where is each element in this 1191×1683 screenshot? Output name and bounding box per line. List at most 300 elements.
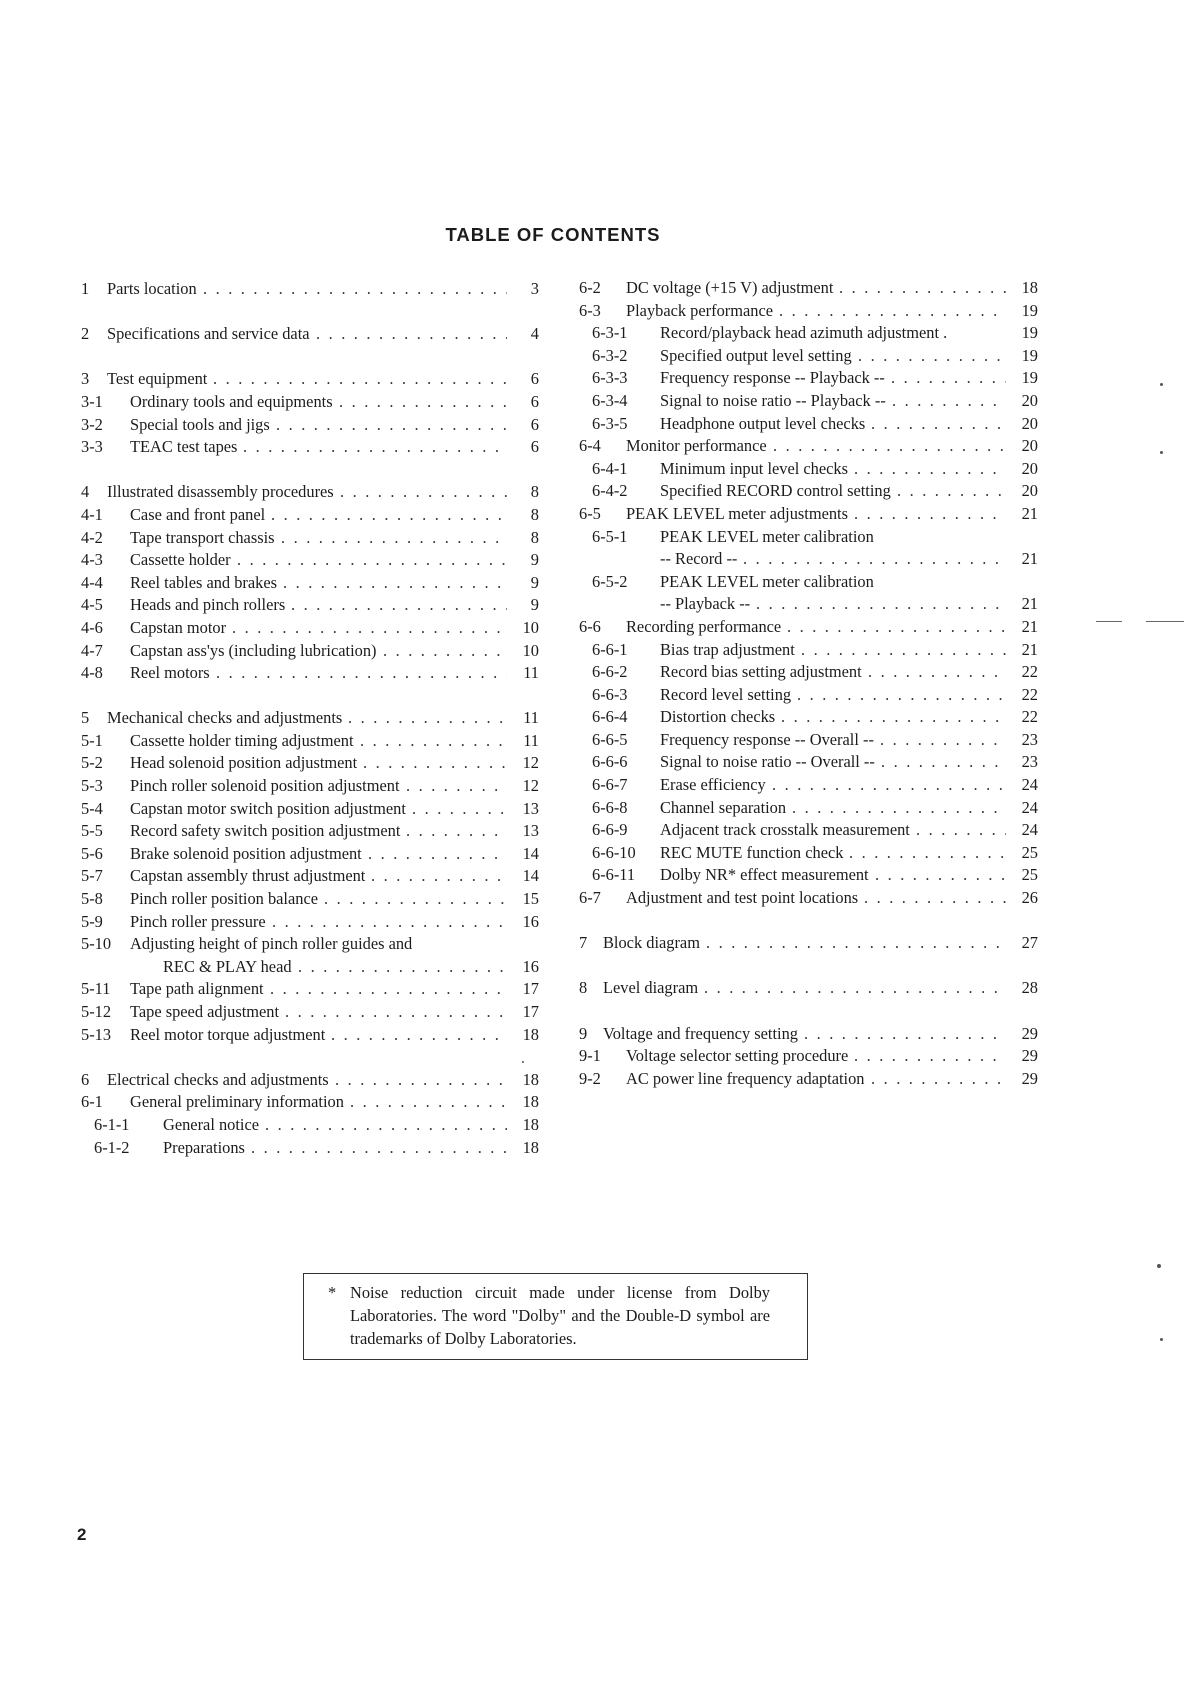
toc-entry-title: Distortion checks: [660, 707, 776, 727]
toc-entry: [81, 527, 539, 550]
toc-entry: [579, 729, 1038, 752]
toc-entry-page: 24: [1021, 775, 1038, 795]
toc-leader-dots: [772, 774, 1006, 797]
toc-entry-page: 3: [530, 279, 539, 298]
toc-leader-dots: [779, 300, 1006, 323]
toc-entry-page: 12: [522, 776, 539, 796]
toc-leader-dots: [270, 978, 507, 1001]
toc-entry: [579, 774, 1038, 797]
toc-leader-dots: [864, 887, 1006, 910]
toc-entry-title: Parts location: [107, 279, 197, 298]
toc-entry-title: -- Playback --: [660, 594, 751, 614]
toc-entry-number: 6-6: [579, 616, 601, 636]
toc-entry-page: 14: [522, 843, 539, 863]
toc-entry-number: 6-3-1: [592, 323, 628, 343]
toc-entry-number: 6-1-1: [94, 1114, 130, 1134]
toc-entry-number: 4-4: [81, 572, 103, 592]
toc-leader-dots: [213, 368, 507, 391]
toc-entry-title: Head solenoid position adjustment: [130, 753, 358, 773]
toc-entry: [579, 819, 1038, 842]
toc-entry-number: 4-7: [81, 640, 103, 660]
toc-leader-dots: [871, 1068, 1006, 1091]
toc-leader-dots: [849, 842, 1006, 865]
toc-leader-dots: [360, 730, 507, 753]
toc-entry: [579, 300, 1038, 323]
toc-entry: [81, 752, 539, 775]
toc-entry-page: 8: [530, 504, 539, 524]
toc-entry-page: 19: [1021, 323, 1038, 343]
toc-entry-title: Signal to noise ratio -- Overall --: [660, 752, 875, 772]
toc-entry-number: 6-6-5: [592, 729, 628, 749]
toc-entry: [579, 684, 1038, 707]
toc-leader-dots: [281, 527, 507, 550]
toc-entry-page: 29: [1021, 1046, 1038, 1066]
toc-leader-dots: [368, 843, 507, 866]
toc-entry: [579, 367, 1038, 390]
toc-entry-page: 17: [522, 979, 539, 999]
toc-entry: [81, 730, 539, 753]
toc-left-column: [81, 278, 539, 1159]
toc-entry-number: 5-11: [81, 979, 111, 999]
toc-entry-number: 3: [81, 369, 90, 389]
toc-entry-page: 18: [522, 1137, 539, 1157]
toc-entry: [579, 480, 1038, 503]
toc-entry-page: 11: [523, 663, 539, 683]
toc-entry-title: Headphone output level checks: [660, 413, 866, 433]
toc-entry-title: Heads and pinch rollers: [130, 595, 286, 615]
toc-entry-number: 4-1: [81, 504, 103, 524]
toc-entry-number: 6-6-11: [592, 865, 636, 885]
toc-entry-page: 29: [1021, 1023, 1038, 1043]
toc-entry-number: 3-1: [81, 391, 103, 411]
toc-entry-title: REC MUTE function check: [660, 842, 844, 862]
toc-entry: [579, 593, 1038, 616]
toc-entry: [81, 323, 539, 346]
toc-leader-dots: [704, 977, 1006, 1000]
toc-leader-dots: [871, 413, 1006, 436]
toc-entry-number: 6-3-2: [592, 345, 628, 365]
toc-entry: [81, 572, 539, 595]
toc-entry-title: Cassette holder timing adjustment: [130, 730, 354, 750]
toc-spacer: [579, 955, 1038, 978]
toc-entry-number: 9-2: [579, 1068, 601, 1088]
toc-entry-page: 27: [1021, 933, 1038, 953]
toc-entry: [579, 864, 1038, 887]
toc-entry: [81, 414, 539, 437]
toc-entry: [579, 413, 1038, 436]
toc-entry-page: 21: [1021, 549, 1038, 569]
toc-entry-number: 6-5-2: [592, 571, 628, 591]
toc-entry-title: Brake solenoid position adjustment: [130, 843, 362, 863]
toc-entry-title: Pinch roller position balance: [130, 889, 318, 909]
toc-entry: [81, 278, 539, 301]
toc-entry-title: Pinch roller solenoid position adjustment: [130, 776, 400, 796]
toc-spacer: [81, 459, 539, 482]
toc-entry-page: 18: [522, 1069, 539, 1089]
toc-entry: [579, 1045, 1038, 1068]
toc-entry-number: 5: [81, 708, 90, 728]
toc-entry-page: 8: [530, 482, 539, 502]
toc-leader-dots: [203, 278, 507, 301]
toc-entry-title: AC power line frequency adaptation: [626, 1068, 865, 1088]
toc-entry-number: 6-6-6: [592, 752, 628, 772]
toc-entry-page: 12: [522, 753, 539, 773]
toc-entry-title: Dolby NR* effect measurement: [660, 865, 869, 885]
toc-entry: [81, 1091, 539, 1114]
toc-entry-number: 4-6: [81, 617, 103, 637]
toc-entry-number: 6-3-3: [592, 368, 628, 388]
toc-entry-number: 6-6-3: [592, 684, 628, 704]
toc-leader-dots: [854, 1045, 1006, 1068]
toc-entry-number: 6-3-5: [592, 413, 628, 433]
toc-entry-page: 23: [1021, 729, 1038, 749]
toc-entry-number: 6-3: [579, 300, 601, 320]
toc-entry-number: 4-2: [81, 527, 103, 547]
toc-leader-dots: [743, 548, 1006, 571]
toc-entry: [81, 911, 539, 934]
toc-leader-dots: [316, 323, 507, 346]
toc-entry: [81, 617, 539, 640]
toc-entry: [81, 436, 539, 459]
toc-entry-page: 6: [530, 437, 539, 457]
toc-entry-page: 25: [1021, 865, 1038, 885]
toc-entry-page: 11: [523, 708, 539, 728]
toc-entry-title: Bias trap adjustment: [660, 639, 795, 659]
toc-entry: [579, 435, 1038, 458]
toc-leader-dots: [854, 503, 1006, 526]
toc-entry-page: 9: [530, 572, 539, 592]
toc-entry-title: Signal to noise ratio -- Playback --: [660, 390, 886, 410]
toc-entry: [579, 1068, 1038, 1091]
toc-entry-title: Electrical checks and adjustments: [107, 1069, 329, 1089]
toc-leader-dots: [339, 391, 507, 414]
toc-entry-number: 6-3-4: [592, 390, 628, 410]
toc-entry-title: Reel motors: [130, 663, 210, 683]
toc-leader-dots: [340, 481, 507, 504]
toc-leader-dots: [383, 640, 507, 663]
toc-leader-dots: [854, 458, 1006, 481]
toc-entry-page: 25: [1021, 842, 1038, 862]
toc-entry-number: 6-1: [81, 1092, 103, 1112]
toc-leader-dots: [773, 435, 1006, 458]
toc-leader-dots: [350, 1091, 507, 1114]
toc-entry: [81, 956, 539, 979]
toc-entry-title: Record level setting: [660, 684, 792, 704]
toc-entry-number: 6-7: [579, 888, 601, 908]
toc-entry-page: 18: [522, 1024, 539, 1044]
toc-entry-number: 2: [81, 324, 90, 344]
dolby-notice-box: [303, 1273, 808, 1360]
toc-entry-page: 19: [1021, 345, 1038, 365]
toc-entry-number: 6-6-2: [592, 662, 628, 682]
toc-entry-title: Recording performance: [626, 616, 782, 636]
toc-entry-page: 20: [1021, 458, 1038, 478]
toc-entry-title: Illustrated disassembly procedures: [107, 482, 334, 502]
toc-entry-page: 28: [1021, 978, 1038, 998]
toc-entry-title: PEAK LEVEL meter calibration: [660, 526, 874, 546]
toc-entry-page: 4: [530, 324, 539, 344]
toc-entry-page: 22: [1021, 684, 1038, 704]
toc-entry-number: 6-6-9: [592, 820, 628, 840]
toc-entry-page: 13: [522, 821, 539, 841]
toc-leader-dots: [335, 1069, 507, 1092]
toc-leader-dots: [801, 639, 1006, 662]
toc-entry-number: 5-2: [81, 753, 103, 773]
toc-entry-title: DC voltage (+15 V) adjustment: [626, 278, 834, 297]
toc-entry-title: Case and front panel: [130, 504, 266, 524]
toc-leader-dots: [756, 593, 1006, 616]
toc-spacer: [579, 910, 1038, 933]
toc-entry-title: Level diagram: [603, 978, 699, 998]
toc-entry-title: Tape transport chassis: [130, 527, 275, 547]
toc-entry-number: 8: [579, 978, 588, 998]
toc-entry-page: 22: [1021, 662, 1038, 682]
toc-entry-page: 18: [1021, 278, 1038, 297]
toc-leader-dots: [271, 504, 507, 527]
toc-entry-title: Record bias setting adjustment: [660, 662, 862, 682]
toc-entry-title: Capstan motor switch position adjustment: [130, 798, 406, 818]
toc-entry: [579, 842, 1038, 865]
toc-entry-number: 4-5: [81, 595, 103, 615]
toc-entry: [579, 571, 1038, 594]
toc-entry-title: Specified RECORD control setting: [660, 481, 891, 501]
toc-entry-title: Voltage selector setting procedure: [626, 1046, 849, 1066]
toc-entry-title: Frequency response -- Overall --: [660, 729, 874, 749]
toc-right-column: [579, 277, 1038, 1090]
toc-entry-number: 9: [579, 1023, 588, 1043]
toc-entry-number: 5-12: [81, 1002, 112, 1021]
toc-entry-number: 6-6-1: [592, 639, 628, 659]
toc-entry-title: Channel separation: [660, 797, 787, 817]
toc-entry: [81, 1024, 539, 1047]
toc-leader-dots: [251, 1137, 507, 1160]
toc-entry-number: 6-5: [579, 503, 601, 523]
toc-entry: [81, 391, 539, 414]
toc-entry: [579, 977, 1038, 1000]
toc-entry-page: 22: [1021, 707, 1038, 727]
toc-leader-dots: [272, 911, 507, 934]
toc-entry-title: Tape path alignment: [130, 979, 264, 999]
toc-leader-dots: [897, 480, 1006, 503]
toc-entry-page: 8: [530, 527, 539, 547]
toc-leader-dots: [276, 414, 507, 437]
toc-entry-title: General preliminary information: [130, 1092, 344, 1112]
toc-entry-page: 20: [1021, 481, 1038, 501]
toc-entry: [579, 616, 1038, 639]
toc-entry: [81, 798, 539, 821]
toc-entry-page: 23: [1021, 752, 1038, 772]
toc-entry-number: 5-9: [81, 911, 103, 931]
toc-entry-page: 18: [522, 1114, 539, 1134]
toc-leader-dots: [858, 345, 1006, 368]
toc-entry-title: Capstan motor: [130, 617, 227, 637]
toc-entry-page: 26: [1021, 888, 1038, 908]
toc-entry-title: Ordinary tools and equipments: [130, 391, 333, 411]
toc-entry-title: Playback performance: [626, 300, 773, 320]
toc-leader-dots: [291, 594, 507, 617]
toc-entry-page: 15: [522, 889, 539, 909]
toc-leader-dots: [237, 549, 507, 572]
toc-entry-page: 21: [1021, 594, 1038, 614]
toc-entry: [81, 978, 539, 1001]
toc-entry: [579, 322, 1038, 345]
toc-entry-page: 21: [1021, 639, 1038, 659]
toc-leader-dots: [412, 798, 507, 821]
toc-entry-number: 6-6-10: [592, 842, 636, 862]
toc-leader-dots: [792, 797, 1006, 820]
toc-entry-number: 5-4: [81, 798, 103, 818]
toc-entry-page: 21: [1021, 616, 1038, 636]
toc-entry-number: 7: [579, 933, 588, 953]
toc-entry: [579, 661, 1038, 684]
toc-entry-number: 9-1: [579, 1046, 601, 1066]
toc-entry: [579, 503, 1038, 526]
toc-entry-page: 29: [1021, 1068, 1038, 1088]
toc-entry-page: 9: [530, 595, 539, 615]
toc-leader-dots: [781, 706, 1006, 729]
toc-entry: [579, 751, 1038, 774]
toc-spacer: [81, 685, 539, 708]
toc-leader-dots: [880, 729, 1006, 752]
toc-entry-number: 4: [81, 482, 90, 502]
toc-entry: [579, 345, 1038, 368]
toc-entry-number: 6-1-2: [94, 1137, 130, 1157]
toc-entry: [579, 458, 1038, 481]
toc-entry-page: 21: [1021, 503, 1038, 523]
toc-entry: [81, 843, 539, 866]
toc-entry-number: 5-1: [81, 730, 103, 750]
page-title: TABLE OF CONTENTS: [445, 224, 661, 245]
toc-entry-title: Voltage and frequency setting: [603, 1023, 798, 1043]
toc-entry-title: Frequency response -- Playback --: [660, 368, 885, 388]
toc-entry-title: PEAK LEVEL meter adjustments: [626, 503, 848, 523]
toc-entry: [81, 1001, 539, 1024]
toc-entry: [81, 888, 539, 911]
toc-entry-page: 10: [522, 617, 539, 637]
toc-entry: [579, 277, 1038, 300]
toc-entry: [81, 549, 539, 572]
toc-entry-number: 6-6-8: [592, 797, 628, 817]
toc-leader-dots: [892, 390, 1006, 413]
toc-entry-title: Reel tables and brakes: [130, 572, 278, 592]
toc-entry-number: 5-8: [81, 889, 103, 909]
edge-mark: [1096, 621, 1122, 622]
toc-spacer: [81, 1046, 539, 1069]
toc-entry-title: Specifications and service data: [107, 324, 310, 344]
toc-leader-dots: [232, 617, 507, 640]
toc-leader-dots: [406, 820, 507, 843]
toc-entry-number: 5-6: [81, 843, 103, 863]
toc-entry: [579, 932, 1038, 955]
toc-entry: [81, 481, 539, 504]
toc-entry-title: Adjacent track crosstalk measurement: [660, 820, 910, 840]
toc-entry-title: Minimum input level checks: [660, 458, 849, 478]
toc-entry: [81, 933, 539, 956]
toc-leader-dots: [875, 864, 1006, 887]
toc-entry: [579, 887, 1038, 910]
toc-entry-number: 5-7: [81, 866, 103, 886]
toc-entry-number: 6-4-1: [592, 458, 628, 478]
toc-entry-title: TEAC test tapes: [130, 437, 238, 457]
toc-leader-dots: [285, 1001, 507, 1024]
toc-entry-page: 20: [1021, 390, 1038, 410]
toc-entry: [579, 548, 1038, 571]
toc-entry: [81, 368, 539, 391]
toc-entry: [81, 707, 539, 730]
toc-entry: [579, 706, 1038, 729]
toc-entry-number: 5-3: [81, 776, 103, 796]
toc-entry-number: 6-4: [579, 436, 601, 456]
toc-entry-title: Record/playback head azimuth adjustment .: [660, 323, 948, 343]
toc-entry-page: 6: [530, 391, 539, 411]
toc-leader-dots: [283, 572, 507, 595]
toc-leader-dots: [363, 752, 507, 775]
page-number: 2: [77, 1525, 87, 1544]
toc-entry-title: Adjusting height of pinch roller guides and: [130, 934, 413, 954]
toc-entry-page: 16: [522, 956, 539, 976]
toc-leader-dots: [839, 277, 1006, 300]
toc-leader-dots: [265, 1114, 507, 1137]
toc-entry-title: REC & PLAY head: [163, 956, 292, 976]
toc-entry-page: 13: [522, 798, 539, 818]
toc-entry-title: Pinch roller pressure: [130, 911, 266, 931]
toc-entry-title: Monitor performance: [626, 436, 767, 456]
toc-entry: [81, 820, 539, 843]
toc-leader-dots: [787, 616, 1006, 639]
toc-entry-title: Record safety switch position adjustment: [130, 821, 401, 841]
toc-leader-dots: [243, 436, 507, 459]
toc-entry-number: 6-6-4: [592, 707, 628, 727]
toc-entry-title: Tape speed adjustment: [130, 1002, 280, 1021]
toc-entry: [579, 639, 1038, 662]
toc-entry-page: 10: [522, 640, 539, 660]
toc-leader-dots: [881, 751, 1006, 774]
toc-entry-number: 5-13: [81, 1024, 112, 1044]
toc-entry-page: 6: [530, 369, 539, 389]
toc-entry-number: 6: [81, 1069, 90, 1089]
toc-entry-page: 24: [1021, 820, 1038, 840]
toc-entry-title: -- Record --: [660, 549, 738, 569]
toc-entry-page: 16: [522, 911, 539, 931]
toc-entry-page: 24: [1021, 797, 1038, 817]
toc-entry-page: 19: [1021, 368, 1038, 388]
toc-spacer: [579, 1000, 1038, 1023]
toc-entry-page: 11: [523, 730, 539, 750]
toc-entry: [81, 1114, 539, 1137]
toc-leader-dots: [868, 661, 1006, 684]
toc-entry-number: 6-5-1: [592, 526, 628, 546]
toc-entry-title: Preparations: [163, 1137, 245, 1157]
toc-entry-page: 20: [1021, 436, 1038, 456]
toc-entry: [81, 594, 539, 617]
toc-entry-title: PEAK LEVEL meter calibration: [660, 571, 874, 591]
toc-spacer: [81, 346, 539, 369]
toc-entry-number: 4-3: [81, 550, 103, 570]
toc-leader-dots: [406, 775, 507, 798]
toc-entry-page: 20: [1021, 413, 1038, 433]
toc-leader-dots: [804, 1023, 1006, 1046]
toc-entry-title: Test equipment: [107, 369, 208, 389]
toc-entry-page: 19: [1021, 300, 1038, 320]
edge-mark: [1146, 621, 1184, 622]
notice-text: Noise reduction circuit made under license from Dolby Laboratories. The word "Dolby" and the Double-D symbol are trademarks of Dolby Laboratories.: [350, 1283, 770, 1348]
toc-entry: [579, 526, 1038, 549]
toc-entry-page: 14: [522, 866, 539, 886]
toc-leader-dots: [324, 888, 507, 911]
toc-entry: [81, 775, 539, 798]
toc-entry-page: 6: [530, 414, 539, 434]
toc-entry-title: Mechanical checks and adjustments: [107, 708, 343, 728]
